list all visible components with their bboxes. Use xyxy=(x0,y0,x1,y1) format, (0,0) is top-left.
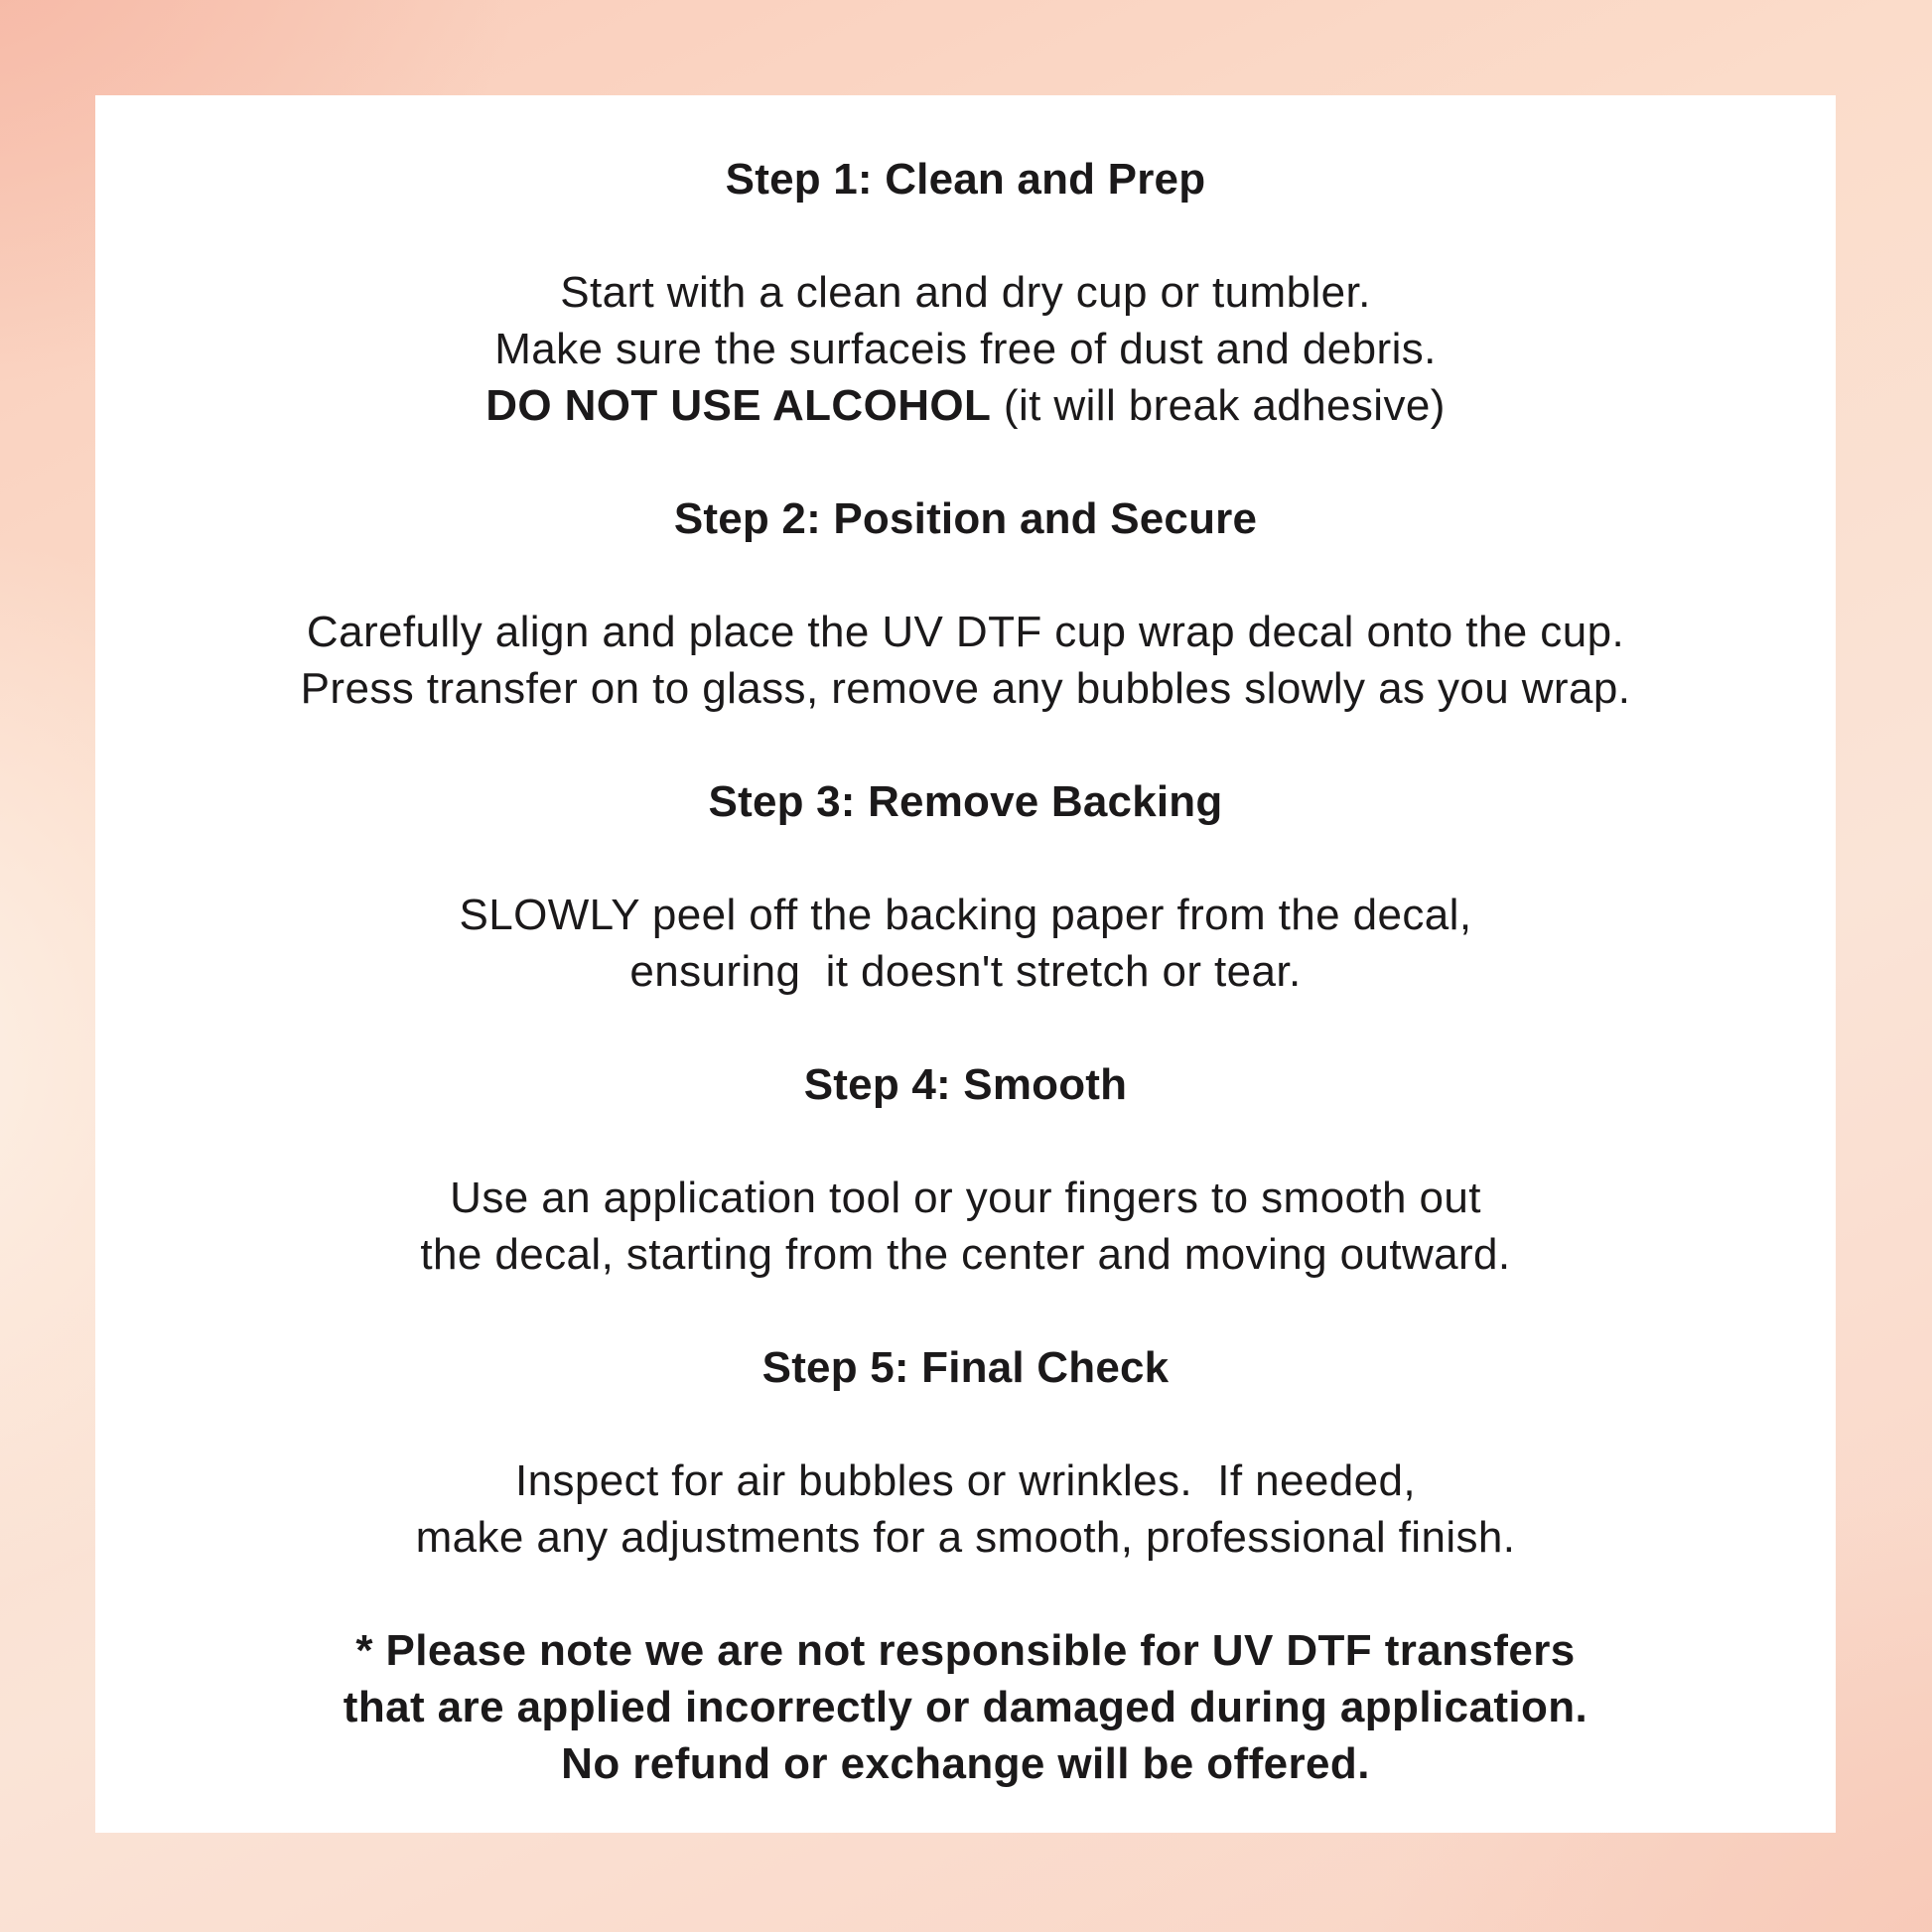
disclaimer-line-2: that are applied incorrectly or damaged during application. xyxy=(343,1683,1588,1731)
step-2-section xyxy=(95,490,1836,717)
step-4-body xyxy=(95,1170,1836,1283)
step-1-line-2: Make sure the surfaceis free of dust and debris. xyxy=(494,325,1437,373)
step-5-line-1: Inspect for air bubbles or wrinkles. If needed, xyxy=(515,1456,1416,1505)
step-3-line-2: ensuring it doesn't stretch or tear. xyxy=(629,947,1302,996)
step-1-heading: Step 1: Clean and Prep xyxy=(725,155,1206,204)
step-4-heading: Step 4: Smooth xyxy=(803,1060,1128,1109)
step-1-section xyxy=(95,151,1836,434)
disclaimer-line-3: No refund or exchange will be offered. xyxy=(561,1739,1370,1788)
step-4-section xyxy=(95,1056,1836,1283)
step-1-line-3 xyxy=(95,377,1836,434)
step-5-section xyxy=(95,1339,1836,1566)
do-not-use-alcohol-warning: DO NOT USE ALCOHOL xyxy=(485,381,992,430)
step-3-section xyxy=(95,773,1836,1000)
card-content xyxy=(95,95,1836,1792)
step-2-line-2: Press transfer on to glass, remove any bubbles slowly as you wrap. xyxy=(300,664,1631,713)
step-1-line-1: Start with a clean and dry cup or tumbler. xyxy=(560,268,1371,317)
step-1-body xyxy=(95,264,1836,434)
disclaimer-line-1: * Please note we are not responsible for UV DTF transfers xyxy=(355,1626,1576,1675)
step-5-body xyxy=(95,1452,1836,1566)
card-panel xyxy=(95,95,1836,1833)
alcohol-warning-detail: (it will break adhesive) xyxy=(991,381,1446,430)
step-3-heading: Step 3: Remove Backing xyxy=(708,777,1223,826)
step-2-heading: Step 2: Position and Secure xyxy=(673,494,1258,543)
step-5-line-2: make any adjustments for a smooth, professional finish. xyxy=(415,1513,1516,1562)
step-2-body xyxy=(95,604,1836,717)
step-2-line-1: Carefully align and place the UV DTF cup wrap decal onto the cup. xyxy=(306,608,1625,656)
step-3-body xyxy=(95,887,1836,1000)
step-3-line-1: SLOWLY peel off the backing paper from the decal, xyxy=(459,891,1472,939)
step-5-heading: Step 5: Final Check xyxy=(761,1343,1170,1392)
step-4-line-1: Use an application tool or your fingers to smooth out xyxy=(450,1173,1481,1222)
disclaimer-section xyxy=(95,1622,1836,1792)
step-4-line-2: the decal, starting from the center and moving outward. xyxy=(420,1230,1511,1279)
